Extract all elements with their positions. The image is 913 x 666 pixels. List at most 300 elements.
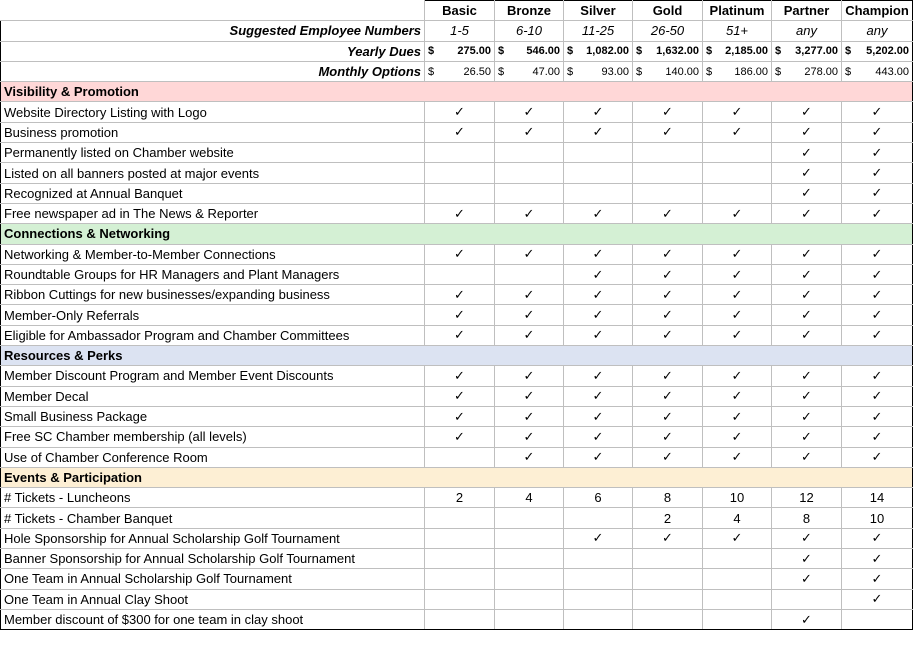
benefit-empty-cell xyxy=(425,163,495,183)
check-mark-icon: ✓ xyxy=(592,327,604,343)
check-mark-icon: ✓ xyxy=(871,266,883,282)
benefit-included-cell xyxy=(425,285,495,305)
amount-value: 5,202.00 xyxy=(866,45,909,58)
feature-label: Listed on all banners posted at major events xyxy=(1,163,425,183)
ticket-count-cell: 6 xyxy=(564,488,633,508)
currency-symbol: $ xyxy=(567,65,574,78)
check-mark-icon: ✓ xyxy=(801,124,812,140)
amount-value: 26.50 xyxy=(463,65,491,78)
benefit-included-cell xyxy=(495,285,564,305)
check-mark-icon: ✓ xyxy=(871,165,883,181)
benefit-included-cell xyxy=(425,102,495,122)
check-mark-icon: ✓ xyxy=(454,104,465,120)
check-mark-icon: ✓ xyxy=(871,367,883,383)
check-mark-icon: ✓ xyxy=(454,327,465,343)
benefit-included-cell xyxy=(772,366,842,386)
check-mark-icon: ✓ xyxy=(871,185,883,201)
table-row xyxy=(1,285,913,305)
benefit-empty-cell xyxy=(703,609,772,629)
benefit-empty-cell xyxy=(425,549,495,569)
feature-label: Business promotion xyxy=(1,122,425,142)
table-row xyxy=(1,508,913,528)
section-title: Connections & Networking xyxy=(1,224,913,244)
monthly-options-row-cell xyxy=(495,61,564,81)
table-row xyxy=(1,386,913,406)
check-mark-icon: ✓ xyxy=(801,104,812,120)
feature-label: Hole Sponsorship for Annual Scholarship Golf Tournament xyxy=(1,528,425,548)
benefit-empty-cell xyxy=(495,528,564,548)
check-mark-icon: ✓ xyxy=(801,144,812,160)
check-mark-icon: ✓ xyxy=(801,246,812,262)
monthly-options-row xyxy=(1,61,913,81)
tier-bronze: Bronze xyxy=(495,1,564,21)
check-mark-icon: ✓ xyxy=(592,124,604,140)
benefit-included-cell xyxy=(703,305,772,325)
ticket-count-cell: 2 xyxy=(425,488,495,508)
amount-value: 140.00 xyxy=(665,65,699,78)
benefit-included-cell xyxy=(633,366,703,386)
check-mark-icon: ✓ xyxy=(592,286,604,302)
check-mark-icon: ✓ xyxy=(871,327,883,343)
check-mark-icon: ✓ xyxy=(592,428,604,444)
check-mark-icon: ✓ xyxy=(592,408,604,424)
check-mark-icon: ✓ xyxy=(731,530,743,546)
benefit-included-cell xyxy=(425,305,495,325)
benefit-included-cell xyxy=(703,102,772,122)
feature-label: Member Decal xyxy=(1,386,425,406)
yearly-dues-row-cell xyxy=(564,41,633,61)
check-mark-icon: ✓ xyxy=(871,205,883,221)
benefit-included-cell xyxy=(425,386,495,406)
check-mark-icon: ✓ xyxy=(523,104,535,120)
benefit-included-cell xyxy=(633,447,703,467)
benefit-included-cell xyxy=(703,122,772,142)
table-row xyxy=(1,325,913,345)
check-mark-icon: ✓ xyxy=(662,246,673,262)
benefit-empty-cell xyxy=(495,264,564,284)
benefit-empty-cell xyxy=(425,528,495,548)
check-mark-icon: ✓ xyxy=(871,449,883,465)
benefit-included-cell xyxy=(633,427,703,447)
benefit-included-cell xyxy=(772,183,842,203)
feature-label: Member discount of $300 for one team in clay shoot xyxy=(1,609,425,629)
check-mark-icon: ✓ xyxy=(801,205,812,221)
benefit-included-cell xyxy=(633,203,703,223)
benefit-included-cell xyxy=(842,366,913,386)
benefit-empty-cell xyxy=(633,569,703,589)
benefit-included-cell xyxy=(703,447,772,467)
benefit-included-cell xyxy=(842,325,913,345)
benefit-included-cell xyxy=(564,427,633,447)
check-mark-icon: ✓ xyxy=(454,124,465,140)
benefit-included-cell xyxy=(425,122,495,142)
employee-number-cell: any xyxy=(772,21,842,41)
check-mark-icon: ✓ xyxy=(662,449,673,465)
benefit-included-cell xyxy=(564,285,633,305)
benefit-empty-cell xyxy=(633,163,703,183)
check-mark-icon: ✓ xyxy=(801,266,812,282)
tier-platinum: Platinum xyxy=(703,1,772,21)
employee-number-cell: 6-10 xyxy=(495,21,564,41)
employee-number-cell: 1-5 xyxy=(425,21,495,41)
check-mark-icon: ✓ xyxy=(871,144,883,160)
benefit-included-cell xyxy=(633,406,703,426)
check-mark-icon: ✓ xyxy=(731,388,743,404)
benefit-included-cell xyxy=(772,325,842,345)
table-row xyxy=(1,406,913,426)
benefit-included-cell xyxy=(425,366,495,386)
ticket-count-cell xyxy=(564,508,633,528)
benefit-empty-cell xyxy=(703,569,772,589)
currency-symbol: $ xyxy=(706,65,713,78)
currency-symbol: $ xyxy=(636,65,643,78)
check-mark-icon: ✓ xyxy=(662,530,673,546)
benefit-empty-cell xyxy=(564,143,633,163)
benefit-included-cell xyxy=(703,244,772,264)
benefit-included-cell xyxy=(842,285,913,305)
benefit-included-cell xyxy=(772,305,842,325)
table-row xyxy=(1,589,913,609)
feature-label: Banner Sponsorship for Annual Scholarship Golf Tournament xyxy=(1,549,425,569)
benefit-included-cell xyxy=(495,102,564,122)
amount-value: 1,632.00 xyxy=(656,45,699,58)
check-mark-icon: ✓ xyxy=(454,286,465,302)
feature-label: # Tickets - Luncheons xyxy=(1,488,425,508)
benefit-empty-cell xyxy=(425,589,495,609)
check-mark-icon: ✓ xyxy=(523,286,535,302)
check-mark-icon: ✓ xyxy=(662,286,673,302)
check-mark-icon: ✓ xyxy=(662,327,673,343)
benefit-included-cell xyxy=(842,569,913,589)
monthly-options-row-label: Monthly Options xyxy=(1,61,425,81)
benefit-included-cell xyxy=(564,325,633,345)
check-mark-icon: ✓ xyxy=(871,408,883,424)
amount-value: 186.00 xyxy=(734,65,768,78)
benefit-empty-cell xyxy=(842,609,913,629)
check-mark-icon: ✓ xyxy=(662,266,673,282)
feature-label: One Team in Annual Clay Shoot xyxy=(1,589,425,609)
benefit-empty-cell xyxy=(495,143,564,163)
currency-symbol: $ xyxy=(498,65,505,78)
tier-basic: Basic xyxy=(425,1,495,21)
amount-value: 278.00 xyxy=(804,65,838,78)
check-mark-icon: ✓ xyxy=(454,205,465,221)
benefit-empty-cell xyxy=(495,163,564,183)
amount-value: 275.00 xyxy=(457,45,491,58)
monthly-options-row-cell xyxy=(633,61,703,81)
benefit-included-cell xyxy=(842,203,913,223)
check-mark-icon: ✓ xyxy=(662,388,673,404)
tier-partner: Partner xyxy=(772,1,842,21)
check-mark-icon: ✓ xyxy=(731,307,743,323)
benefit-included-cell xyxy=(633,102,703,122)
check-mark-icon: ✓ xyxy=(871,388,883,404)
benefit-included-cell xyxy=(703,203,772,223)
benefit-empty-cell xyxy=(495,549,564,569)
check-mark-icon: ✓ xyxy=(731,327,743,343)
ticket-count-cell: 4 xyxy=(495,488,564,508)
currency-symbol: $ xyxy=(498,45,505,58)
ticket-count-cell: 4 xyxy=(703,508,772,528)
benefit-empty-cell xyxy=(564,549,633,569)
check-mark-icon: ✓ xyxy=(801,550,812,566)
benefit-included-cell xyxy=(772,285,842,305)
benefit-empty-cell xyxy=(425,264,495,284)
benefit-included-cell xyxy=(564,386,633,406)
check-mark-icon: ✓ xyxy=(454,388,465,404)
check-mark-icon: ✓ xyxy=(801,327,812,343)
feature-label: One Team in Annual Scholarship Golf Tournament xyxy=(1,569,425,589)
check-mark-icon: ✓ xyxy=(523,449,535,465)
ticket-count-cell: 2 xyxy=(633,508,703,528)
check-mark-icon: ✓ xyxy=(871,570,883,586)
benefit-included-cell xyxy=(703,264,772,284)
benefit-empty-cell xyxy=(633,549,703,569)
check-mark-icon: ✓ xyxy=(871,550,883,566)
benefit-included-cell xyxy=(703,406,772,426)
benefit-included-cell xyxy=(842,244,913,264)
check-mark-icon: ✓ xyxy=(731,449,743,465)
check-mark-icon: ✓ xyxy=(801,428,812,444)
ticket-count-cell xyxy=(495,508,564,528)
benefit-empty-cell xyxy=(495,183,564,203)
benefit-included-cell xyxy=(703,528,772,548)
benefit-included-cell xyxy=(772,163,842,183)
check-mark-icon: ✓ xyxy=(731,286,743,302)
benefit-included-cell xyxy=(842,163,913,183)
benefit-included-cell xyxy=(633,244,703,264)
benefit-empty-cell xyxy=(495,609,564,629)
yearly-dues-row-cell xyxy=(703,41,772,61)
check-mark-icon: ✓ xyxy=(592,246,604,262)
ticket-count-cell xyxy=(425,508,495,528)
tier-header-row xyxy=(1,1,913,21)
currency-symbol: $ xyxy=(428,65,435,78)
feature-label: Member Discount Program and Member Event Discounts xyxy=(1,366,425,386)
benefit-included-cell xyxy=(495,203,564,223)
benefit-included-cell xyxy=(772,203,842,223)
benefit-included-cell xyxy=(564,102,633,122)
section-title: Events & Participation xyxy=(1,467,913,487)
check-mark-icon: ✓ xyxy=(801,570,812,586)
check-mark-icon: ✓ xyxy=(871,530,883,546)
check-mark-icon: ✓ xyxy=(801,530,812,546)
benefit-included-cell xyxy=(495,386,564,406)
benefit-included-cell xyxy=(772,406,842,426)
employee-numbers-label: Suggested Employee Numbers xyxy=(1,21,425,41)
benefit-included-cell xyxy=(772,447,842,467)
benefit-included-cell xyxy=(842,102,913,122)
check-mark-icon: ✓ xyxy=(871,428,883,444)
check-mark-icon: ✓ xyxy=(523,408,535,424)
amount-value: 1,082.00 xyxy=(586,45,629,58)
benefit-included-cell xyxy=(772,609,842,629)
check-mark-icon: ✓ xyxy=(801,367,812,383)
benefit-included-cell xyxy=(495,325,564,345)
feature-label: Eligible for Ambassador Program and Chamber Committees xyxy=(1,325,425,345)
benefit-included-cell xyxy=(495,122,564,142)
benefit-included-cell xyxy=(842,305,913,325)
benefit-included-cell xyxy=(703,325,772,345)
benefit-empty-cell xyxy=(772,589,842,609)
benefit-included-cell xyxy=(842,427,913,447)
benefit-included-cell xyxy=(772,386,842,406)
feature-label: Free SC Chamber membership (all levels) xyxy=(1,427,425,447)
benefit-included-cell xyxy=(633,325,703,345)
amount-value: 3,277.00 xyxy=(795,45,838,58)
yearly-dues-row xyxy=(1,41,913,61)
employee-numbers-row xyxy=(1,21,913,41)
feature-label: Roundtable Groups for HR Managers and Plant Managers xyxy=(1,264,425,284)
check-mark-icon: ✓ xyxy=(731,367,743,383)
check-mark-icon: ✓ xyxy=(871,246,883,262)
benefit-included-cell xyxy=(703,386,772,406)
feature-label: Ribbon Cuttings for new businesses/expanding business xyxy=(1,285,425,305)
benefit-included-cell xyxy=(425,406,495,426)
benefit-included-cell xyxy=(633,285,703,305)
benefit-empty-cell xyxy=(425,609,495,629)
check-mark-icon: ✓ xyxy=(454,307,465,323)
table-row xyxy=(1,609,913,629)
benefit-included-cell xyxy=(772,569,842,589)
benefit-included-cell xyxy=(772,264,842,284)
check-mark-icon: ✓ xyxy=(662,205,673,221)
feature-label: Permanently listed on Chamber website xyxy=(1,143,425,163)
benefit-empty-cell xyxy=(564,609,633,629)
check-mark-icon: ✓ xyxy=(801,185,812,201)
benefit-empty-cell xyxy=(425,447,495,467)
check-mark-icon: ✓ xyxy=(662,124,673,140)
benefit-empty-cell xyxy=(495,569,564,589)
benefit-included-cell xyxy=(425,325,495,345)
check-mark-icon: ✓ xyxy=(871,591,883,607)
yearly-dues-row-label: Yearly Dues xyxy=(1,41,425,61)
benefit-empty-cell xyxy=(703,163,772,183)
benefit-empty-cell xyxy=(425,569,495,589)
check-mark-icon: ✓ xyxy=(662,408,673,424)
check-mark-icon: ✓ xyxy=(454,246,465,262)
check-mark-icon: ✓ xyxy=(871,124,883,140)
benefit-empty-cell xyxy=(495,589,564,609)
employee-number-cell: 26-50 xyxy=(633,21,703,41)
benefit-included-cell xyxy=(495,244,564,264)
check-mark-icon: ✓ xyxy=(871,104,883,120)
benefit-included-cell xyxy=(772,102,842,122)
benefit-empty-cell xyxy=(703,183,772,203)
check-mark-icon: ✓ xyxy=(523,246,535,262)
section-header-row xyxy=(1,224,913,244)
feature-label: Member-Only Referrals xyxy=(1,305,425,325)
benefit-included-cell xyxy=(564,528,633,548)
benefit-empty-cell xyxy=(633,589,703,609)
table-row xyxy=(1,366,913,386)
benefit-included-cell xyxy=(564,122,633,142)
amount-value: 47.00 xyxy=(532,65,560,78)
table-row xyxy=(1,488,913,508)
benefit-included-cell xyxy=(703,366,772,386)
section-header-row xyxy=(1,467,913,487)
check-mark-icon: ✓ xyxy=(731,266,743,282)
table-row xyxy=(1,447,913,467)
section-title: Resources & Perks xyxy=(1,346,913,366)
benefit-included-cell xyxy=(564,305,633,325)
yearly-dues-row-cell xyxy=(495,41,564,61)
currency-symbol: $ xyxy=(636,45,643,58)
benefit-empty-cell xyxy=(703,589,772,609)
table-row xyxy=(1,122,913,142)
table-body xyxy=(1,1,913,630)
benefit-included-cell xyxy=(425,203,495,223)
table-row xyxy=(1,264,913,284)
check-mark-icon: ✓ xyxy=(592,266,604,282)
benefit-empty-cell xyxy=(633,183,703,203)
table-row xyxy=(1,163,913,183)
table-row xyxy=(1,569,913,589)
amount-value: 546.00 xyxy=(526,45,560,58)
employee-number-cell: 51+ xyxy=(703,21,772,41)
benefit-included-cell xyxy=(772,528,842,548)
feature-label: # Tickets - Chamber Banquet xyxy=(1,508,425,528)
benefit-included-cell xyxy=(633,528,703,548)
benefit-empty-cell xyxy=(564,183,633,203)
feature-label: Free newspaper ad in The News & Reporter xyxy=(1,203,425,223)
benefit-included-cell xyxy=(842,143,913,163)
section-title: Visibility & Promotion xyxy=(1,82,913,102)
benefit-included-cell xyxy=(495,447,564,467)
ticket-count-cell: 10 xyxy=(842,508,913,528)
feature-label: Website Directory Listing with Logo xyxy=(1,102,425,122)
check-mark-icon: ✓ xyxy=(523,307,535,323)
benefit-included-cell xyxy=(842,447,913,467)
currency-symbol: $ xyxy=(567,45,574,58)
benefit-included-cell xyxy=(842,549,913,569)
check-mark-icon: ✓ xyxy=(801,165,812,181)
benefit-included-cell xyxy=(633,122,703,142)
benefit-included-cell xyxy=(495,427,564,447)
benefit-included-cell xyxy=(633,305,703,325)
check-mark-icon: ✓ xyxy=(731,428,743,444)
benefit-included-cell xyxy=(564,366,633,386)
check-mark-icon: ✓ xyxy=(871,307,883,323)
check-mark-icon: ✓ xyxy=(592,367,604,383)
table-row xyxy=(1,183,913,203)
table-row xyxy=(1,143,913,163)
table-row xyxy=(1,203,913,223)
check-mark-icon: ✓ xyxy=(801,408,812,424)
benefit-included-cell xyxy=(772,122,842,142)
benefit-empty-cell xyxy=(425,143,495,163)
check-mark-icon: ✓ xyxy=(662,307,673,323)
check-mark-icon: ✓ xyxy=(592,307,604,323)
table-row xyxy=(1,528,913,548)
benefit-included-cell xyxy=(495,406,564,426)
benefit-included-cell xyxy=(564,406,633,426)
check-mark-icon: ✓ xyxy=(523,428,535,444)
check-mark-icon: ✓ xyxy=(731,246,743,262)
employee-number-cell: 11-25 xyxy=(564,21,633,41)
benefit-included-cell xyxy=(633,386,703,406)
yearly-dues-row-cell xyxy=(633,41,703,61)
benefit-included-cell xyxy=(564,244,633,264)
benefit-included-cell xyxy=(842,122,913,142)
check-mark-icon: ✓ xyxy=(731,205,743,221)
benefit-empty-cell xyxy=(425,183,495,203)
benefit-empty-cell xyxy=(703,549,772,569)
check-mark-icon: ✓ xyxy=(523,205,535,221)
benefit-included-cell xyxy=(842,528,913,548)
benefit-included-cell xyxy=(772,143,842,163)
check-mark-icon: ✓ xyxy=(454,367,465,383)
